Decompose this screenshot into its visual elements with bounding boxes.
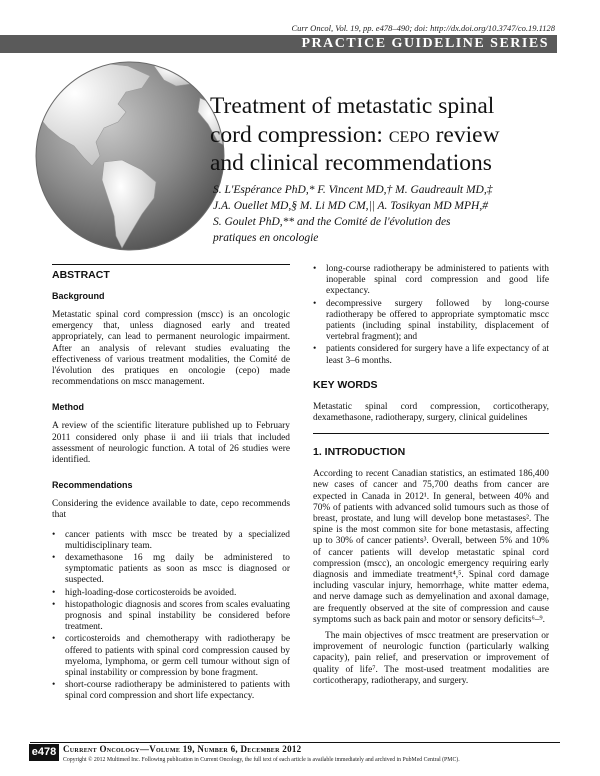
list-item: • corticosteroids and chemotherapy with radiotherapy be offered to patients with spinal cord compression caused by myeloma, lymphoma, or germ cell tumour without sign of spinal instability or compression by bone fragment. — [52, 634, 290, 679]
keywords-rule — [313, 433, 549, 434]
author-list: S. L'Espérance PhD,* F. Vincent MD,† M. Gaudreault MD,‡ J.A. Ouellet MD,§ M. Li MD CM,|| A. Tosikyan MD MPH,# S. Goulet PhD,** and the Comité de l'évolution des pratiques en oncologie — [213, 184, 493, 244]
keywords-text: Metastatic spinal cord compression, corticotherapy, dexamethasone, radiotherapy, surgery, clinical guidelines — [313, 401, 549, 424]
page-number: e478 — [29, 744, 59, 761]
cepo-acronym: cepo — [388, 121, 430, 148]
introduction-heading: 1. INTRODUCTION — [313, 446, 406, 459]
keywords-heading: KEY WORDS — [313, 378, 378, 391]
introduction-paragraph-1: According to recent Canadian statistics, an estimated 186,400 new cases of cancer and 75,700 deaths from cancer are expected in Canada in 2012¹. In general, between 40% and 70% of patients with advanced solid tumours such as those of breast, prostate, and lung will develop bone metastases². The spine is the most common site for bone metastasis, affecting up to 30% of cancer patients³. Overall, between 5% and 10% of cancer patients will develop metastatic spinal cord compression (mscc), an oncologic emergency requiring early diagnosis and immediate treatment⁴,⁵. Spinal cord damage including vascular injury, hemorrhage, white matter edema, and nerve damage such as demyelination and axonal damage, are frequently observed at the site of compression and cause symptoms such as back pain and motor or sensory deficits⁶–⁹. — [313, 469, 549, 625]
title-line-3: and clinical recommendations — [210, 150, 492, 176]
list-item: • cancer patients with mscc be treated by a specialized multidisciplinary team. — [52, 530, 290, 552]
list-item: • patients considered for surgery have a life expectancy of at least 3–6 months. — [313, 344, 549, 366]
background-text: Metastatic spinal cord compression (mscc) is an oncologic emergency that, unless diagnosed early and treated appropriately, can lead to permanent neurologic impairment. After an analysis of relevant studies evaluating the effectiveness of various treatment modalities, the Comité de l'évolution des pratiques en oncologie (cepo) made recommendations on mscc management. — [52, 310, 290, 388]
recommendations-list-continued — [313, 264, 549, 367]
title-line-1: Treatment of metastatic spinal — [210, 93, 495, 119]
background-heading: Background — [52, 291, 105, 301]
list-item: • long-course radiotherapy be administered to patients with inoperable spinal cord compression and good life expectancy. — [313, 264, 549, 298]
left-column — [52, 264, 290, 704]
list-item: • histopathologic diagnosis and scores from scales evaluating prognosis and spinal instability be considered before treatment. — [52, 600, 290, 634]
footer-rule — [30, 742, 560, 743]
list-item: • dexamethasone 16 mg daily be administered to symptomatic patients as soon as mscc is diagnosed or suspected. — [52, 553, 290, 587]
method-heading: Method — [52, 402, 84, 413]
right-column — [313, 264, 549, 687]
journal-footer: Current Oncology—Volume 19, Number 6, December 2012 — [63, 744, 302, 754]
citation: Curr Oncol, Vol. 19, pp. e478–490; doi: http://dx.doi.org/10.3747/co.19.1128 — [291, 23, 555, 33]
recommendations-heading: Recommendations — [52, 480, 133, 491]
abstract-rule — [52, 264, 290, 265]
series-banner: PRACTICE GUIDELINE SERIES — [0, 35, 557, 53]
list-item: • high-loading-dose corticosteroids be avoided. — [52, 588, 290, 599]
abstract-heading: ABSTRACT — [52, 269, 110, 281]
introduction-paragraph-2: The main objectives of mscc treatment are preservation or improvement of neurologic function (particularly walking capacity), pain relief, and preservation or improvement of quality of life⁷. The most-used treatment modalities are corticotherapy, radiotherapy, and surgery. — [313, 631, 549, 686]
method-text: A review of the scientific literature published up to February 2011 considered only phase ii and iii trials that included assessment of neurologic function. A total of 26 studies were identified. — [52, 421, 290, 466]
article-title — [210, 92, 555, 178]
title-line-2: cord compression: cepo review — [210, 121, 500, 148]
recommendations-list — [52, 530, 290, 703]
copyright-notice: Copyright © 2012 Multimed Inc. Following publication in Current Oncology, the full text of each article is available immediately and archived in PubMed Central (PMC). — [63, 757, 460, 763]
globe-icon — [30, 58, 230, 254]
list-item: • decompressive surgery followed by long-course radiotherapy be offered to appropriate symptomatic mscc patients (including spinal instability, displacement of vertebral fragment); and — [313, 299, 549, 344]
list-item: • short-course radiotherapy be administered to patients with spinal cord compression and short life expectancy. — [52, 680, 290, 702]
recommendations-intro: Considering the evidence available to date, cepo recommends that — [52, 499, 290, 521]
